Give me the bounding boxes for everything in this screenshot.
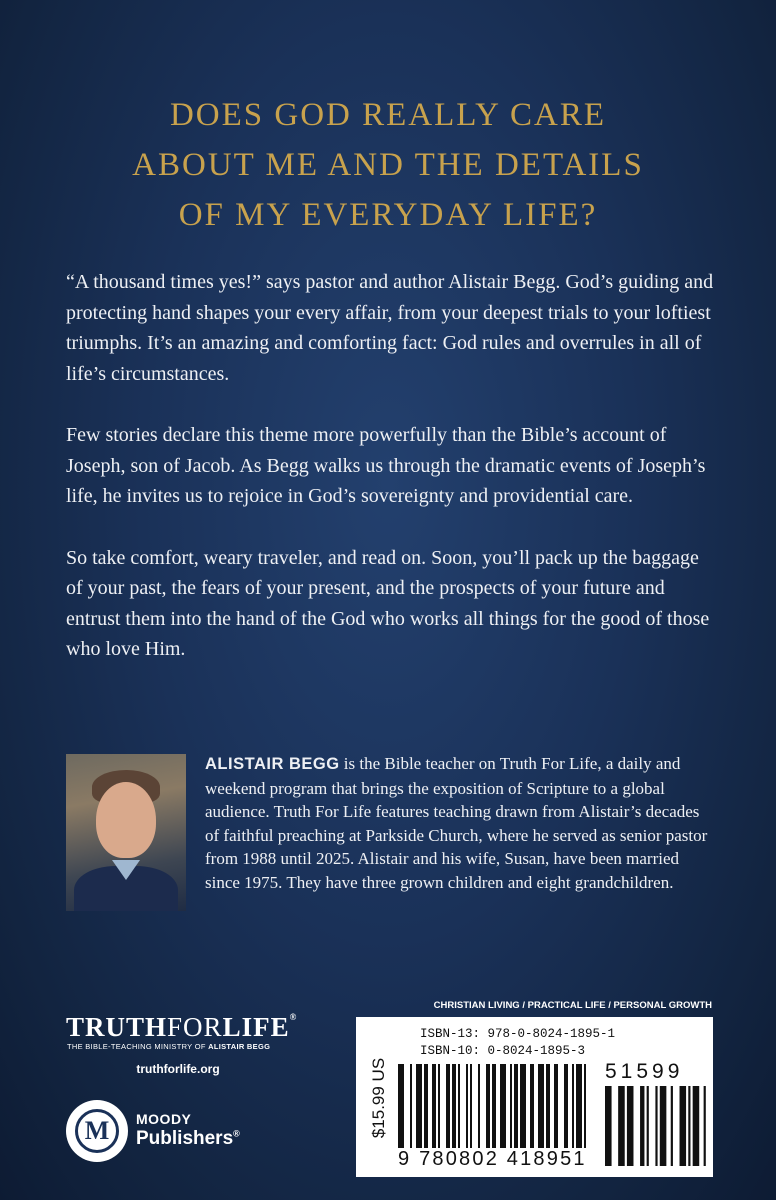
headline-line: DOES GOD REALLY CARE <box>169 97 607 133</box>
moody-logo-icon <box>66 1100 128 1162</box>
barcode-bar <box>520 1064 526 1148</box>
barcode-bar <box>647 1086 649 1166</box>
barcode-bar <box>424 1064 428 1148</box>
barcode-bar <box>458 1064 460 1148</box>
publisher-imprint-text: Publishers <box>136 1128 234 1149</box>
barcode-bar <box>438 1064 440 1148</box>
barcode-bar <box>680 1086 687 1166</box>
description-paragraph: “A thousand times yes!” says pastor and author Alistair Begg. God’s guiding and protecting hand shapes your every affair, from your deepest trials to your loftiest triumphs. It’s an amazing and comforting fact: God rules and overrules in all of life’s circumstances. <box>66 271 714 385</box>
truth-for-life-tagline <box>67 1042 270 1051</box>
tagline-text: THE BIBLE-TEACHING MINISTRY OF <box>67 1042 209 1051</box>
barcode-bar <box>416 1064 422 1148</box>
barcode-bar <box>500 1064 506 1148</box>
barcode-bar <box>660 1086 667 1166</box>
barcode-bar <box>572 1064 574 1148</box>
barcode-bar <box>466 1064 468 1148</box>
author-name: ALISTAIR BEGG <box>205 755 340 773</box>
price-text: $15.99 US <box>369 1057 388 1139</box>
price-addon-barcode <box>605 1086 708 1166</box>
barcode-bar <box>576 1064 582 1148</box>
barcode-bar <box>410 1064 412 1148</box>
price-label <box>364 1030 394 1166</box>
headline <box>0 90 776 240</box>
barcode-bar <box>640 1086 644 1166</box>
author-photo <box>66 754 186 911</box>
barcode-bar <box>704 1086 706 1166</box>
isbn-13: ISBN-13: 978-0-8024-1895-1 <box>420 1027 616 1041</box>
ean-barcode <box>398 1064 588 1148</box>
description-paragraph: So take comfort, weary traveler, and read on. Soon, you’ll pack up the baggage of your past, the fears of your present, and the prospects of your future and entrust them into the hand of the God who works all things for the good of those who love Him. <box>66 546 710 660</box>
description-paragraph: Few stories declare this theme more powerfully than the Bible’s account of Joseph, son of Jacob. As Begg walks us through the dramatic events of Joseph’s life, he invites us to rejoice in God’s sovereignty and providential care. <box>66 424 706 507</box>
headline-line: OF MY EVERYDAY LIFE? <box>178 197 598 233</box>
barcode-bar <box>688 1086 690 1166</box>
truth-for-life-url: truthforlife.org <box>136 1062 220 1076</box>
author-bio-text: is the Bible teacher on Truth For Life, a daily and weekend program that brings the exposition of Scripture to a global audience. Truth For Life features teaching drawn from Alistair’s decades of faithful preaching at Parkside Church, where he served as senior pastor from 1988 until 2025. Alistair and his wife, Susan, have been married since 1975. They have three grown children and eight grandchildren. <box>205 754 708 892</box>
logo-word-life: LIFE <box>222 1012 290 1042</box>
barcode-bar <box>530 1064 534 1148</box>
barcode-bar <box>492 1064 496 1148</box>
barcode-bar <box>398 1064 404 1148</box>
publisher-name: MOODY <box>136 1111 192 1127</box>
logo-word-truth: TRUTH <box>66 1012 168 1042</box>
tagline-name: ALISTAIR BEGG <box>208 1042 271 1051</box>
barcode-bar <box>605 1086 612 1166</box>
book-description <box>66 267 716 696</box>
registered-mark: ® <box>233 1128 240 1139</box>
barcode-bar <box>618 1086 625 1166</box>
isbn-10: ISBN-10: 0-8024-1895-3 <box>420 1044 586 1058</box>
barcode-bar <box>546 1064 550 1148</box>
author-bio <box>205 752 715 894</box>
barcode-bar <box>671 1086 673 1166</box>
barcode-bar <box>584 1064 586 1148</box>
barcode-bar <box>554 1064 558 1148</box>
barcode-bar <box>514 1064 518 1148</box>
barcode-bar <box>446 1064 450 1148</box>
barcode-bar <box>510 1064 512 1148</box>
barcode-bar <box>452 1064 456 1148</box>
headline-line: ABOUT ME AND THE DETAILS <box>132 147 644 183</box>
barcode-bar <box>486 1064 490 1148</box>
barcode-bar <box>538 1064 544 1148</box>
category-label: CHRISTIAN LIVING / PRACTICAL LIFE / PERSONAL GROWTH <box>433 1000 712 1011</box>
barcode-bar <box>655 1086 657 1166</box>
barcode-bar <box>432 1064 436 1148</box>
barcode-bar <box>693 1086 700 1166</box>
barcode-bar <box>627 1086 634 1166</box>
registered-mark: ® <box>289 1012 298 1022</box>
truth-for-life-logo <box>66 1012 297 1043</box>
barcode-bar <box>470 1064 472 1148</box>
barcode-bar <box>478 1064 480 1148</box>
moody-logo-letter: M <box>75 1109 119 1153</box>
price-code: 51599 <box>605 1060 684 1083</box>
barcode-bar <box>564 1064 568 1148</box>
logo-word-for: FOR <box>167 1012 223 1042</box>
publisher-imprint <box>136 1128 240 1150</box>
ean-number: 9 780802 418951 <box>398 1148 587 1170</box>
